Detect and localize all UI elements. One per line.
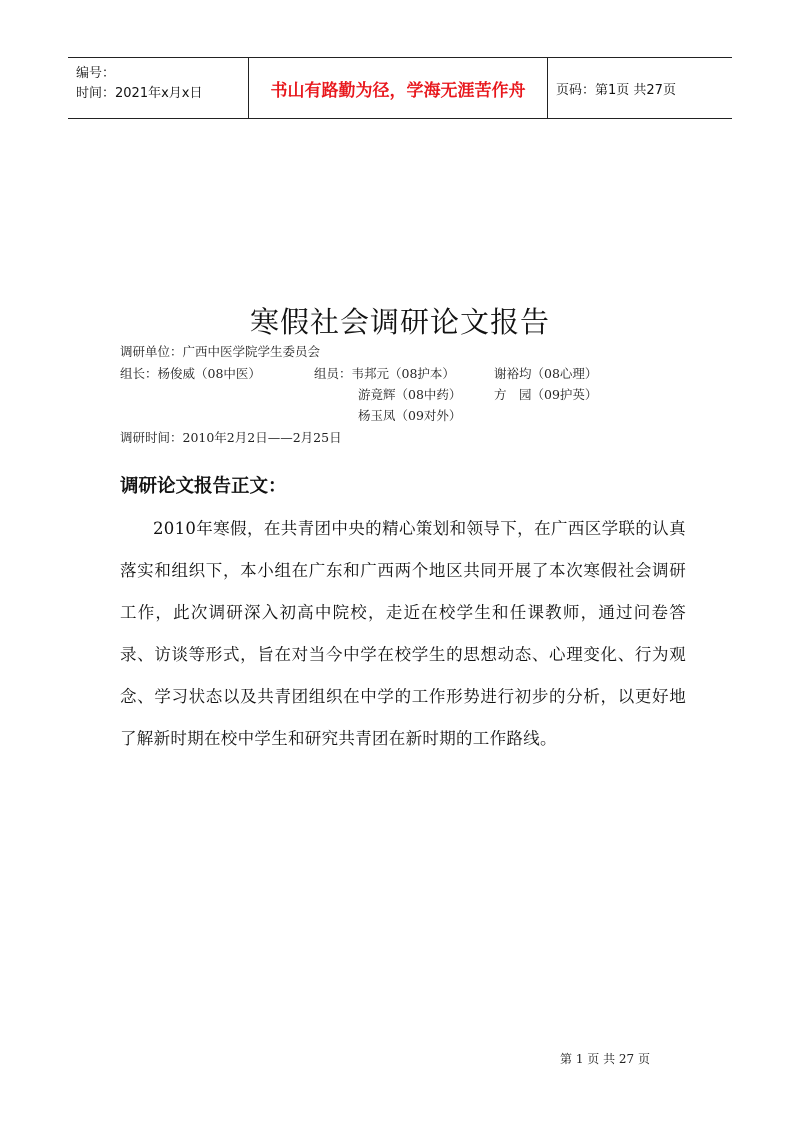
group-member-3: 游竟辉（08中药） xyxy=(358,387,462,402)
header-motto: 书山有路勤为径，学海无涯苦作舟 xyxy=(249,58,548,118)
page-footer: 第 1 页 共 27 页 xyxy=(560,1052,650,1066)
page-header xyxy=(68,57,732,119)
report-title: 寒假社会调研论文报告 xyxy=(249,305,550,339)
group-member-5: 杨玉凤（09对外） xyxy=(358,408,462,423)
body-paragraph: 2010年寒假，在共青团中央的精心策划和领导下，在广西区学联的认真落实和组织下，本小组在广东和广西两个地区共同开展了本次寒假社会调研工作，此次调研深入初高中院校，走近在校学生和任课教师，通过问卷答录、访谈等形式，旨在对当今中学在校学生的思想动态、心理变化、行为观念、学习状态以及共青团组织在中学的工作形势进行初步的分析，以更好地了解新时期在校中学生和研究共青团在新时期的工作路线。 xyxy=(120,519,686,748)
number-label: 编号： xyxy=(76,66,116,81)
group-member-2: 谢裕均（08心理） xyxy=(494,366,598,381)
research-time: 调研时间：2010年2月2日——2月25日 xyxy=(120,430,342,445)
header-meta xyxy=(68,58,249,118)
group-leader: 组长：杨俊威（08中医） xyxy=(120,366,261,381)
group-member-4: 方 园（09护英） xyxy=(494,387,598,402)
section-title: 调研论文报告正文： xyxy=(120,476,287,497)
research-unit: 调研单位：广西中医学院学生委员会 xyxy=(120,344,321,359)
header-page-info: 页码：第1页 共27页 xyxy=(556,82,676,98)
time-label: 时间：2021年x月x日 xyxy=(76,86,203,101)
group-member-1: 组员：韦邦元（08护本） xyxy=(314,366,455,381)
